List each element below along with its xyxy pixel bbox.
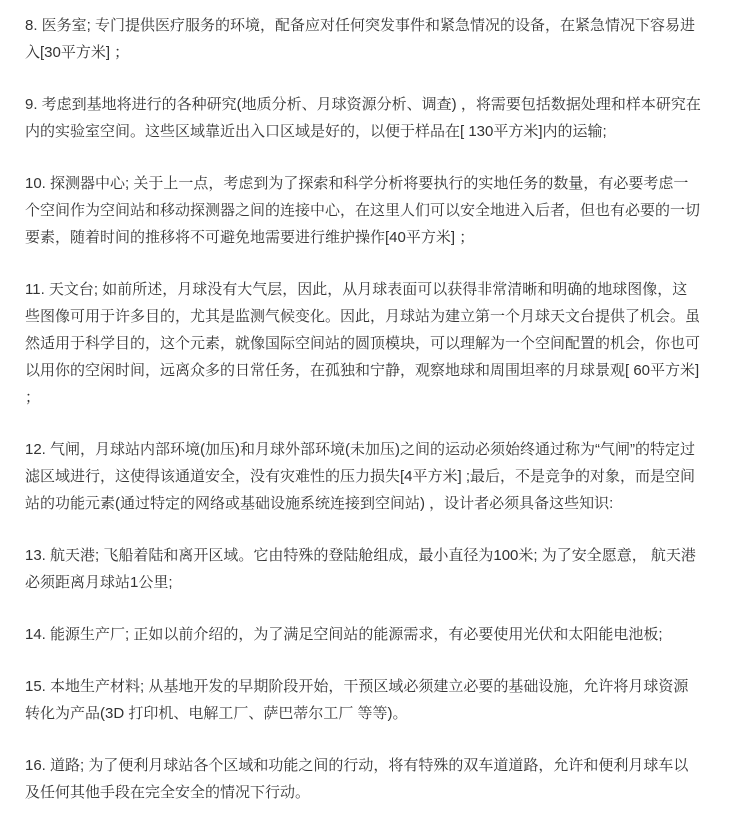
- paragraph-16: 16. 道路; 为了便利月球站各个区域和功能之间的行动，将有特殊的双车道道路，允许和便利月球车以及任何其他手段在完全安全的情况下行动。: [25, 757, 689, 801]
- paragraph-12: 12. 气闸，月球站内部环境(加压)和月球外部环境(未加压)之间的运动必须始终通过称为“气闸”的特定过滤区域进行，这使得该通道安全，没有灾难性的压力损失[4平方米] ;最后，不是竞争的对象，而是空间站的功能元素(通过特定的网络或基础设施系统连接到空间站) ，设计者必须具备这些知识:: [25, 441, 696, 512]
- paragraph-11: 11. 天文台; 如前所述，月球没有大气层，因此，从月球表面可以获得非常清晰和明确的地球图像，这些图像可用于许多目的，尤其是监测气候变化。因此，月球站为建立第一个月球天文台提供了机会。虽然适用于科学目的，这个元素，就像国际空间站的圆顶模块，可以理解为一个空间配置的机会，你也可以用你的空闲时间，远离众多的日常任务，在孤独和宁静，观察地球和周围坦率的月球景观[ 60平方米] ；: [25, 281, 701, 406]
- paragraph-15: 15. 本地生产材料; 从基地开发的早期阶段开始，干预区域必须建立必要的基础设施，允许将月球资源转化为产品(3D 打印机、电解工厂、萨巴蒂尔工厂 等等)。: [25, 678, 689, 722]
- paragraph-8: 8. 医务室; 专门提供医疗服务的环境，配备应对任何突发事件和紧急情况的设备，在紧急情况下容易进入[30平方米] ；: [25, 17, 696, 61]
- paragraph-10: 10. 探测器中心; 关于上一点，考虑到为了探索和科学分析将要执行的实地任务的数量，有必要考虑一个空间作为空间站和移动探测器之间的连接中心，在这里人们可以安全地进入后者，但也有必要的一切要素，随着时间的推移将不可避免地需要进行维护操作[40平方米] ；: [25, 175, 701, 246]
- paragraph-9: 9. 考虑到基地将进行的各种研究(地质分析、月球资源分析、调查) ，将需要包括数据处理和样本研究在内的实验室空间。这些区域靠近出入口区域是好的，以便于样品在[ 130平方米]内的运输;: [25, 96, 701, 140]
- paragraph-13: 13. 航天港; 飞船着陆和离开区域。它由特殊的登陆舱组成，最小直径为100米; 为了安全愿意， 航天港必须距离月球站1公里;: [25, 547, 696, 591]
- paragraph-14: 14. 能源生产厂; 正如以前介绍的，为了满足空间站的能源需求，有必要使用光伏和太阳能电池板;: [25, 626, 663, 643]
